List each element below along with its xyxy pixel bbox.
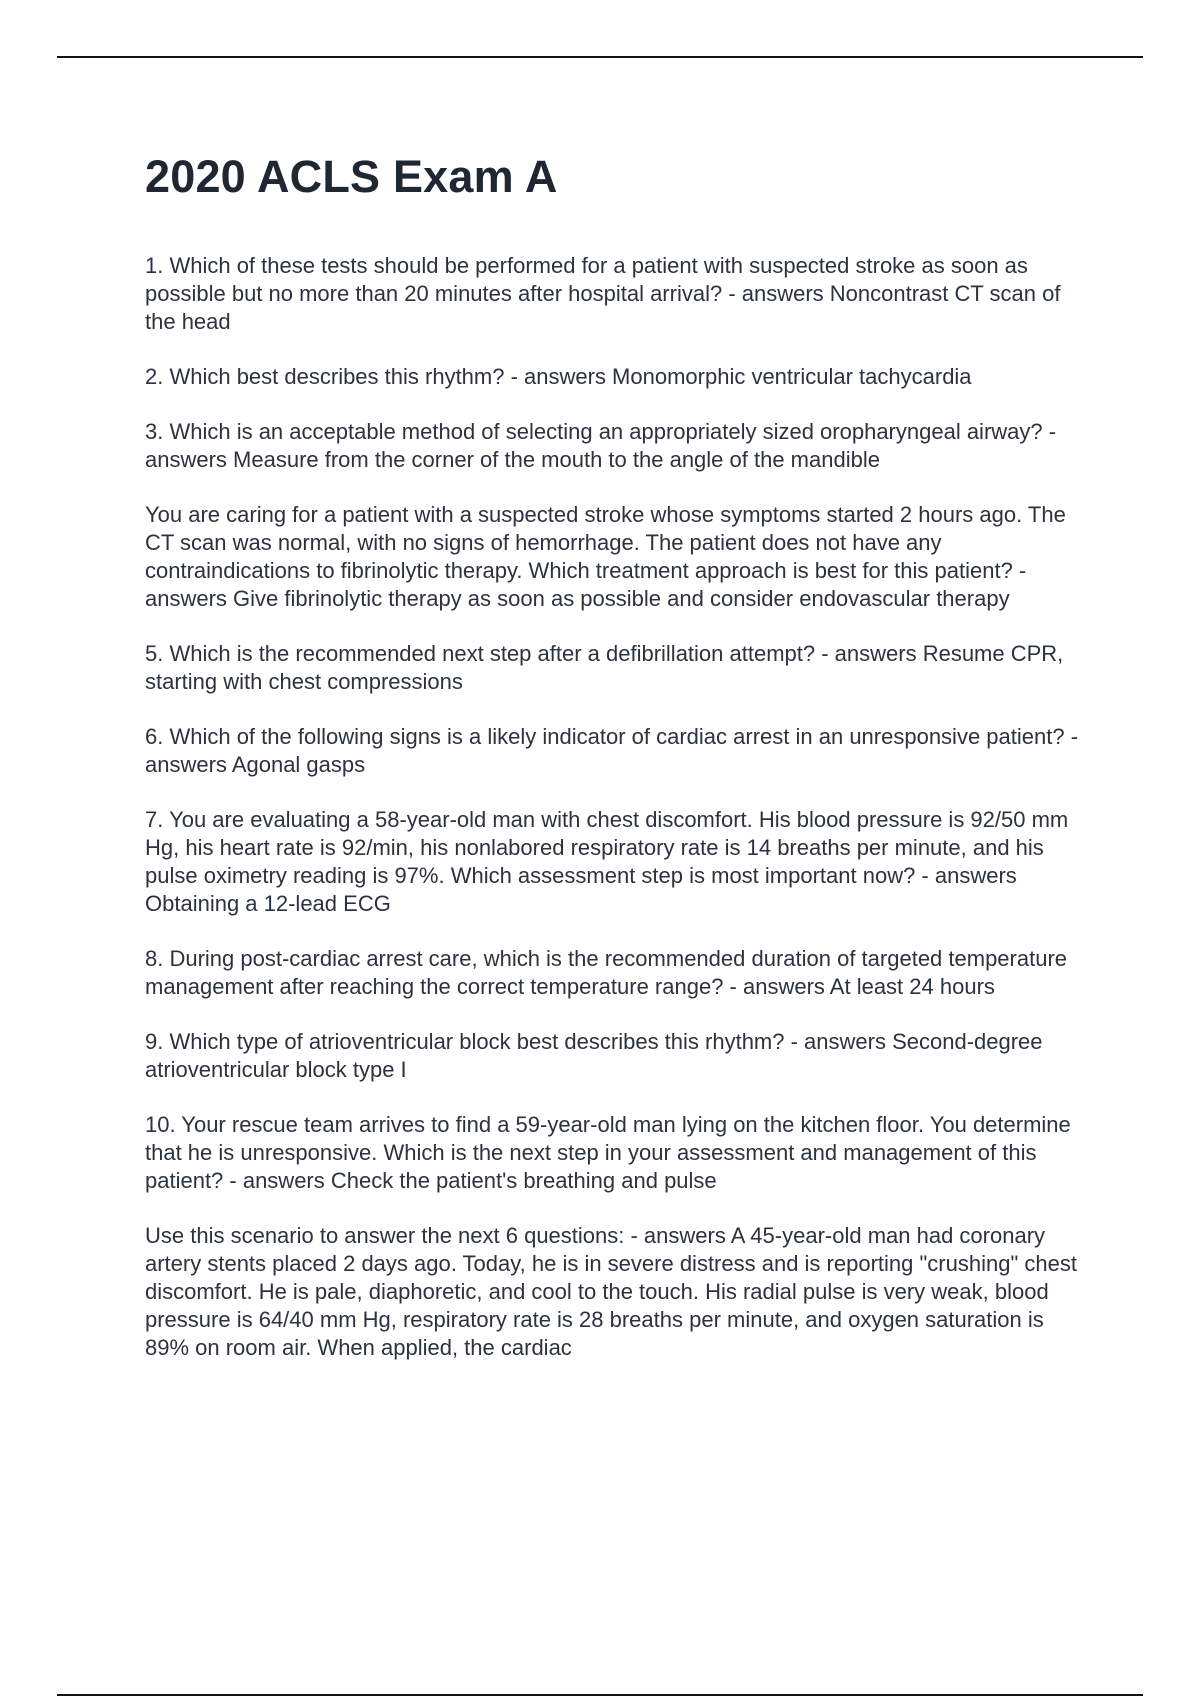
qa-item-4: You are caring for a patient with a suspected stroke whose symptoms started 2 hours ago. The CT scan was normal, with no signs of hemorrhage. The patient does not have any contraindications to fibrinolytic therapy. Which treatment approach is best for this patient? - answers Give fibrinolytic therapy as soon as possible and consider endovascular therapy [145,501,1066,611]
qa-item-8: 8. During post-cardiac arrest care, which is the recommended duration of targeted temperature management after reaching the correct temperature range? - answers At least 24 hours [145,945,1068,999]
qa-item-3: 3. Which is an acceptable method of selecting an appropriately sized oropharyngeal airway? - answers Measure from the corner of the mouth to the angle of the mandible [145,418,1057,472]
qa-item-6: 6. Which of the following signs is a likely indicator of cardiac arrest in an unresponsive patient? - answers Agonal gasps [145,723,1079,777]
qa-list [145,252,1090,1362]
qa-item-2: 2. Which best describes this rhythm? - answers Monomorphic ventricular tachycardia [145,363,972,389]
document-title: 2020 ACLS Exam A [145,151,558,202]
qa-item-5: 5. Which is the recommended next step after a defibrillation attempt? - answers Resume CPR, starting with chest compressions [145,640,1064,694]
top-rule [57,56,1143,58]
page-content [145,140,1090,1389]
qa-item-9: 9. Which type of atrioventricular block best describes this rhythm? - answers Second-degree atrioventricular block type I [145,1028,1043,1082]
qa-item-7: 7. You are evaluating a 58-year-old man with chest discomfort. His blood pressure is 92/50 mm Hg, his heart rate is 92/min, his nonlabored respiratory rate is 14 breaths per minute, and his pulse oximetry reading is 97%. Which assessment step is most important now? - answers Obtaining a 12-lead ECG [145,806,1069,916]
bottom-rule [57,1694,1143,1696]
qa-item-1: 1. Which of these tests should be performed for a patient with suspected stroke as soon as possible but no more than 20 minutes after hospital arrival? - answers Noncontrast CT scan of the head [145,252,1061,334]
qa-item-10: 10. Your rescue team arrives to find a 59-year-old man lying on the kitchen floor. You determine that he is unresponsive. Which is the next step in your assessment and management of this patient? - answers Check the patient's breathing and pulse [145,1111,1071,1193]
qa-item-11: Use this scenario to answer the next 6 questions: - answers A 45-year-old man had coronary artery stents placed 2 days ago. Today, he is in severe distress and is reporting "crushing" chest discomfort. He is pale, diaphoretic, and cool to the touch. His radial pulse is very weak, blood pressure is 64/40 mm Hg, respiratory rate is 28 breaths per minute, and oxygen saturation is 89% on room air. When applied, the cardiac [145,1222,1077,1360]
